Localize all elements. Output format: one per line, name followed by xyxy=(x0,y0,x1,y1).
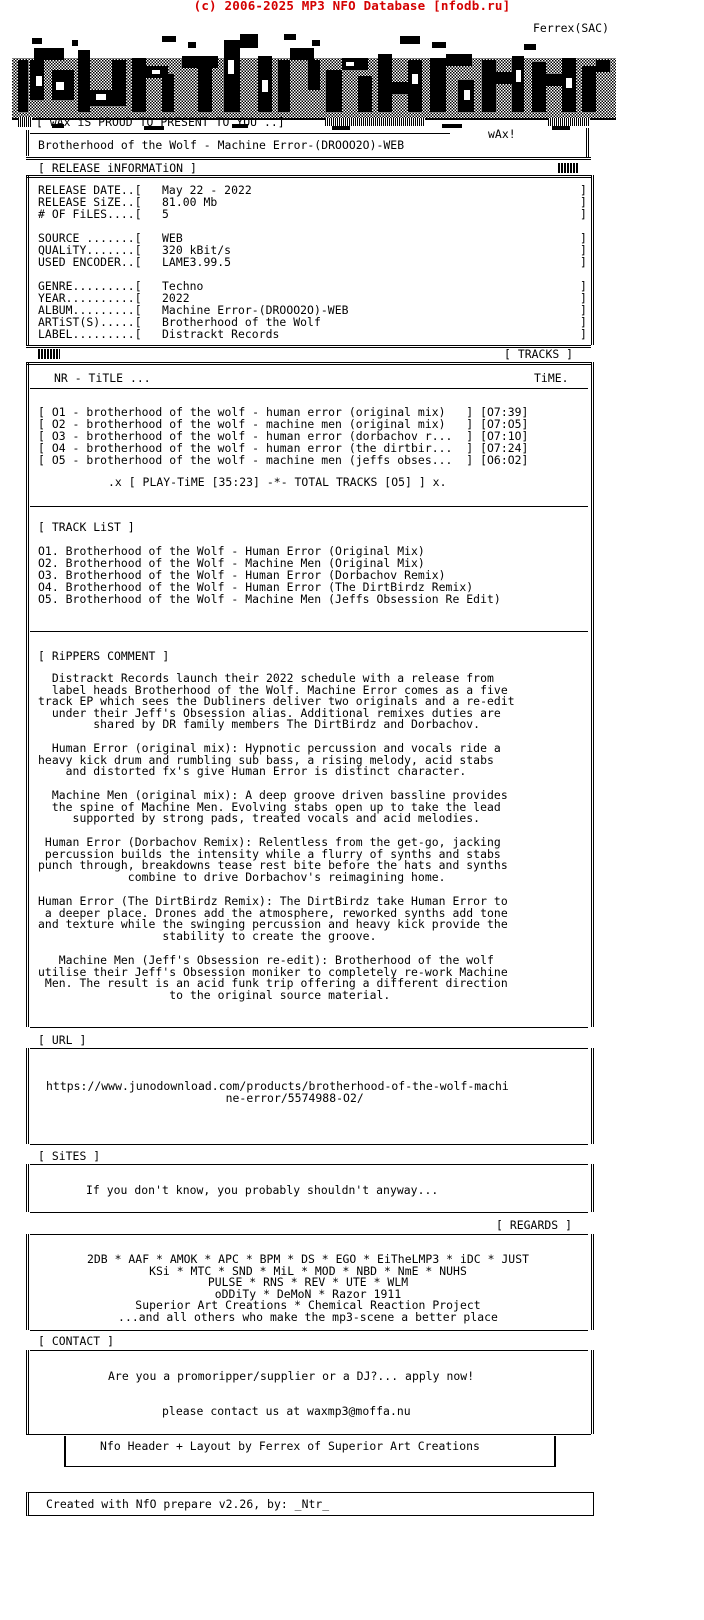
divider xyxy=(30,1212,588,1213)
info-bracket: ] xyxy=(580,291,587,305)
comment-paragraph: Human Error (original mix): Hypnotic percussion and vocals ride a heavy kick drum and rumbling sub bass, a rising melody, acid stabs and distorted fx's give Human Error is distinct character. xyxy=(38,741,501,779)
info-bracket: ] xyxy=(580,195,587,209)
info-bracket: ] xyxy=(580,243,587,257)
divider xyxy=(26,157,591,160)
col-nr-title: NR - TiTLE ... xyxy=(54,371,151,385)
info-label: # OF FiLES....[ xyxy=(38,207,142,221)
comment-paragraph: Distrackt Records launch their 2022 schedule with a release from label heads Brotherhood of the Wolf. Machine Error comes as a five track EP which sees the Dubliners deliver two originals and a re-edit under their Jeff's Obsession alias. Additional remixes duties are shared by DR family members The DirtBirdz and Dorbachov. xyxy=(38,671,515,732)
tracklist-item: O4. Brotherhood of the Wolf - Human Error (The DirtBirdz Remix) xyxy=(38,580,474,594)
info-bracket: ] xyxy=(580,255,587,269)
info-label: LABEL.........[ xyxy=(38,327,142,341)
divider xyxy=(586,128,589,158)
info-label: USED ENCODER..[ xyxy=(38,255,142,269)
dither-block xyxy=(38,349,60,359)
info-label: RELEASE SiZE..[ xyxy=(38,195,142,209)
info-value: 2022 xyxy=(162,291,190,305)
dither-block xyxy=(18,117,32,127)
present-text: [ wAx iS PROUD TO PRESENT TO YOU ..] xyxy=(36,115,285,129)
col-time: TiME. xyxy=(534,371,569,385)
info-label: QUALiTY.......[ xyxy=(38,243,142,257)
info-bracket: ] xyxy=(580,183,587,197)
info-bracket: ] xyxy=(580,279,587,293)
info-bracket: ] xyxy=(580,303,587,317)
comment-paragraph: Human Error (The DirtBirdz Remix): The DirtBirdz take Human Error to a deeper place. Drones add the atmosphere, reworked synths add tone and texture while the swinging percussion and heavy kick provide the stability to create the groove. xyxy=(38,894,508,943)
tracklist-item: O1. Brotherhood of the Wolf - Human Error (Original Mix) xyxy=(38,544,425,558)
url-heading: [ URL ] xyxy=(38,1033,87,1047)
regards-list xyxy=(30,1254,586,1324)
divider xyxy=(30,1144,588,1145)
regards-heading: [ REGARDS ] xyxy=(496,1218,572,1232)
regards-line: 2DB * AAF * AMOK * APC * BPM * DS * EGO * EiTheLMP3 * iDC * JUST xyxy=(86,1252,530,1266)
divider xyxy=(30,1027,588,1028)
info-label: SOURCE .......[ xyxy=(38,231,142,245)
info-value: WEB xyxy=(162,231,183,245)
info-label: RELEASE DATE..[ xyxy=(38,183,142,197)
info-label: ALBUM.........[ xyxy=(38,303,142,317)
regards-line: ...and all others who make the mp3-scene a better place xyxy=(118,1309,498,1324)
comment-heading: [ RiPPERS COMMENT ] xyxy=(38,649,170,663)
track-row: [ O3 - brotherhood of the wolf - human error (dorbachov r... ] [O7:1O] xyxy=(38,429,529,443)
dither-bar xyxy=(325,118,425,126)
tracks-heading: [ TRACKS ] xyxy=(504,347,574,361)
info-value: 81.00 Mb xyxy=(162,195,218,209)
track-row: [ O4 - brotherhood of the wolf - human error (the dirtbir... ] [O7:24] xyxy=(38,441,529,455)
layout-credit: Nfo Header + Layout by Ferrex of Superior Art Creations xyxy=(100,1439,480,1453)
site-credit: (c) 2006-2025 MP3 NFO Database [nfodb.ru] xyxy=(193,0,511,13)
info-value: 5 xyxy=(162,207,169,221)
info-value: Brotherhood of the Wolf xyxy=(162,315,321,329)
divider xyxy=(30,1330,588,1331)
track-row: [ O1 - brotherhood of the wolf - human error (original mix) ] [O7:39] xyxy=(38,405,529,419)
divider xyxy=(30,133,450,134)
release-title: Brotherhood of the Wolf - Machine Error-(DROOO2O)-WEB xyxy=(38,138,405,152)
sites-heading: [ SiTES ] xyxy=(38,1149,101,1163)
tracklist-item: O2. Brotherhood of the Wolf - Machine Men (Original Mix) xyxy=(38,556,425,570)
info-value: 320 kBit/s xyxy=(162,243,232,257)
logo-tag: wAx! xyxy=(488,127,516,141)
track-row: [ O2 - brotherhood of the wolf - machine men (original mix) ] [O7:O5] xyxy=(38,417,529,431)
info-bracket: ] xyxy=(580,231,587,245)
info-bracket: ] xyxy=(580,315,587,329)
contact-box xyxy=(26,1350,594,1434)
info-value: LAME3.99.5 xyxy=(162,255,232,269)
divider xyxy=(26,1434,591,1435)
track-row: [ O5 - brotherhood of the wolf - machine men (jeffs obses... ] [O6:O2] xyxy=(38,453,529,467)
release-url[interactable]: https://www.junodownload.com/products/brotherhood-of-the-wolf-machi ne-error/5574988-O2/ xyxy=(46,1079,509,1105)
tracklist-item: O3. Brotherhood of the Wolf - Human Error (Dorbachov Remix) xyxy=(38,568,446,582)
dither-block xyxy=(558,163,578,173)
regards-line: PULSE * RNS * REV * UTE * WLM xyxy=(207,1275,409,1290)
tracklist-heading: [ TRACK LiST ] xyxy=(38,520,135,534)
info-value: Techno xyxy=(162,279,204,293)
info-value: Machine Error-(DROOO2O)-WEB xyxy=(162,303,349,317)
tracks-summary: .x [ PLAY-TiME [35:23] -*- TOTAL TRACKS [O5] ] x. xyxy=(108,475,447,489)
info-bracket: ] xyxy=(580,207,587,221)
release-info-heading: [ RELEASE iNFORMATiON ] xyxy=(38,161,197,175)
comment-paragraph: Machine Men (Jeff's Obsession re-edit): Brotherhood of the wolf utilise their Jeff's Obsession moniker to completely re-work Machine Men. The result is an acid funk trip offering a different direction to the original source material. xyxy=(38,953,508,1002)
tracklist-item: O5. Brotherhood of the Wolf - Machine Men (Jeffs Obsession Re Edit) xyxy=(38,592,501,606)
ascii-author: Ferrex(SAC) xyxy=(533,21,609,35)
regards-line: oDDiTy * DeMoN * Razor 1911 xyxy=(214,1286,402,1301)
contact-line-1: Are you a promoripper/supplier or a DJ?... apply now! xyxy=(108,1369,475,1383)
comment-paragraph: Human Error (Dorbachov Remix): Relentless from the get-go, jacking percussion builds the intensity while a flurry of synths and stabs punch through, breakdowns tease rest bite before the hats and synths combine to drive Dorbachov's reimagining home. xyxy=(38,835,508,884)
info-bracket: ] xyxy=(580,327,587,341)
created-with: Created with NfO prepare v2.26, by: _Ntr_ xyxy=(46,1497,330,1511)
divider xyxy=(30,388,588,389)
sites-text: If you don't know, you probably shouldn't anyway... xyxy=(86,1183,439,1197)
dither-bar xyxy=(548,118,590,126)
info-label: GENRE.........[ xyxy=(38,279,142,293)
comment-paragraph: Machine Men (original mix): A deep groove driven bassline provides the spine of Machine Men. Evolving stabs open up to take the lead supported by strong pads, treated vocals and acid melodies. xyxy=(51,788,508,826)
contact-heading: [ CONTACT ] xyxy=(38,1334,114,1348)
regards-line: KSi * MTC * SND * MiL * MOD * NBD * NmE * NUHS xyxy=(149,1263,467,1278)
info-value: May 22 - 2022 xyxy=(162,183,252,197)
regards-line: Superior Art Creations * Chemical Reaction Project xyxy=(135,1298,481,1313)
info-label: ARTiST(S).....[ xyxy=(38,315,142,329)
info-value: Distrackt Records xyxy=(162,327,280,341)
info-label: YEAR..........[ xyxy=(38,291,142,305)
contact-line-2: please contact us at waxmp3@moffa.nu xyxy=(162,1404,411,1418)
